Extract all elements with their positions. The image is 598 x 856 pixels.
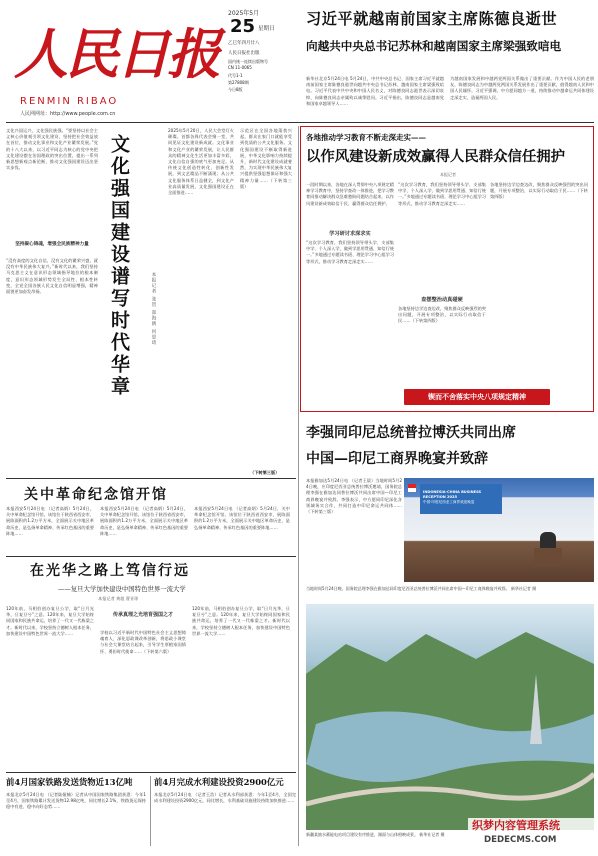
- photo-screen-text: INDONESIA-CHINA BUSINESS RECEPTION 2025: [423, 490, 482, 499]
- fudan-body-2: 学校以习近平新时代中国特色社会主义思想铸魂育人，深化思政课改革创新，将思政小课堂与社会大课堂结合起来，引导学生厚植家国情怀、勇担时代使命……（下转第六版）: [100, 630, 186, 654]
- fudan-byline: 本报记者 黄超 曹亚琼: [98, 596, 139, 601]
- masthead-rule: [6, 122, 594, 123]
- lead-headline-1: 习近平就越南前国家主席陈德良逝世: [306, 10, 557, 28]
- water-headline: 前4月完成水利建设投资2900亿元: [154, 777, 284, 787]
- weekday: 星期日: [258, 26, 275, 32]
- date-year-month: 2025年5月: [228, 10, 260, 17]
- reservoir-photo: [306, 604, 594, 830]
- study-subhead-2: 查摆整治动真碰硬: [421, 297, 463, 303]
- fudan-subheadline: ——复旦大学加快建设中国特色世界一流大学: [58, 585, 186, 593]
- memorial-body: 本报西安5月24日电 （记者高炳）5月24日，关中革命纪念馆开馆。该馆位于陕西省西安市，展陈面积约1.2万平方米，全面展示关中地区革命历史，是弘扬革命精神、传承红色基因的重要阵地……: [6, 506, 94, 536]
- podium-icon: [534, 548, 562, 566]
- water-body: 本报北京5月24日电 （记者王浩）记者从水利部获悉：今年1至4月，全国完成水利建设投资2900亿元，同比增长，水利基础设施建设持续加快推进……: [154, 792, 296, 804]
- lead-headline-2: 向越共中央总书记苏林和越南国家主席梁强致唁电: [306, 39, 562, 53]
- watermark-line-1: 织梦内容管理系统: [472, 819, 560, 832]
- indonesia-photo-screen: [420, 484, 502, 514]
- date-block: [226, 6, 292, 118]
- culture-body-right: 示范区在全国各地蓬勃兴起，群众在家门口就能享受到优质的公共文化服务。文化强国建设不断取得新进展，中华文化影响力持续提升，新时代文化建设成就斐然，为实现中华民族伟大复兴提供坚强思想保证和强大精神力量……（下转第三版）: [240, 128, 292, 189]
- fudan-headline: 在光华之路上笃信行远: [30, 563, 190, 579]
- indonesia-headline-1: 李强同印尼总统普拉博沃共同出席: [306, 425, 516, 441]
- railway-headline: 前4月国家铁路发送货物近13亿吨: [6, 777, 133, 787]
- indonesia-photo-caption: 当地时间5月24日晚，国务院总理李强在雅加达同印度尼西亚总统普拉博沃共同出席中国—印尼工商界晚宴并致辞。 新华社记者 摄: [306, 586, 537, 591]
- column-divider-main: [298, 126, 299, 846]
- indonesia-photo: [404, 478, 594, 582]
- section-rule-3: [6, 772, 296, 773]
- study-body: 一段时期以来，各地在深入贯彻中央八项规定精神学习教育中，坚持学查改一体推进，把学习教育同推动解决群众急难愁盼问题结合起来，以作风建设新成效取信于民、赢得群众信任拥护。: [306, 182, 394, 206]
- indonesia-headline-2: 中国—印尼工商界晚宴并致辞: [306, 451, 488, 467]
- fudan-body: 120年前，马相伯创办复旦公学，取“日月光华，旦复旦兮”之意。120年来，复旦大学始终同国家和民族共命运，培养了一代又一代栋梁之才。新时代以来，学校坚持立德树人根本任务，加快建设中国特色世界一流大学……: [6, 606, 94, 636]
- fudan-body-3: 120年前，马相伯创办复旦公学，取“日月光华，旦复旦兮”之意。120年来，复旦大学始终同国家和民族共命运，培养了一代又一代栋梁之才。新时代以来，学校坚持立德树人根本任务，加快建设中国特色世界一流大学……: [192, 606, 290, 636]
- reservoir-scene: [306, 604, 594, 830]
- section-rule: [6, 478, 296, 479]
- date-day: 25: [230, 16, 256, 37]
- photo-screen-text-cn: 中国·印度尼西亚工商界欢迎晚宴: [423, 500, 475, 504]
- column-divider: [150, 776, 151, 846]
- watermark: [468, 818, 596, 854]
- section-rule-2: [6, 556, 296, 557]
- lead-body-b: 为越南国家发展和中越两党两国关系做出了重要贡献。作为中国人民的老朋友，陈德良同志为中越两党两国关系发展作出了重要贡献，值得越南人民和中国人民缅怀。习近平强调，中方愿同越方一道，持续推动中越命运共同体建设走深走实，造福两国人民。: [450, 76, 594, 100]
- indonesia-flag-icon: [408, 484, 416, 492]
- newspaper-logo: 人民日报: [14, 22, 218, 86]
- culture-headline: 文化强国建设谱写时代华章: [108, 134, 130, 398]
- culture-body-left2: “没有高度的文化自信，没有文化的繁荣兴盛，就没有中华民族伟大复兴。”新时代以来，我们坚持马克思主义在意识形态领域指导地位的根本制度，意识形态领域形势发生全局性、根本性转变，全党全国各族人民文化自信明显增强，精神面貌更加奋发昂扬。: [6, 258, 98, 295]
- watermark-line-2: DEDECMS.COM: [484, 835, 557, 845]
- study-body-4: 各地坚持边学边查边改，聚焦群众反映强烈的突出问题，开展专项整治，以实际行动取信于民……（下转第四版）: [490, 182, 588, 200]
- issn-info: 国内统一连续出版物号 CN 11-0065: [228, 59, 268, 70]
- memorial-headline: 关中革命纪念馆开馆: [24, 487, 168, 503]
- daihao: 代号1-1: [228, 73, 243, 78]
- indonesia-body: 本报雅加达5月24日电 （记者王晨）当地时间5月24日晚，应印度尼西亚总统普拉博沃邀请，国务院总理李强在雅加达同普拉博沃共同出席中国—印尼工商界晚宴并致辞。李强表示，中方愿同印尼深化各领域务实合作，共同打造中印尼命运共同体……（下转第三版）: [306, 478, 402, 515]
- memorial-body-3: 本报西安5月24日电 （记者高炳）5月24日，关中革命纪念馆开馆。该馆位于陕西省西安市，展陈面积约1.2万平方米，全面展示关中地区革命历史，是弘扬革命精神、传承红色基因的重要阵地……: [194, 506, 290, 530]
- study-kicker: 各地推动学习教育不断走深走实——: [306, 133, 426, 142]
- culture-body-mid: 2025年5月20日，人民大会堂灯火璀璨。首都各界代表会聚一堂，共同见证文化建设新成就。文化事业和文化产业的繁荣发展，让人民群众的精神文化生活更加丰富多彩，文化自信自强的底气更加充足。从传统文化创造性转化、创新性发展，到文艺精品不断涌现；从公共文化服务体系日益健全，到文化产业高质量发展，文化强国建设正在全面推进……: [168, 128, 234, 196]
- issue-number: 第27808期: [228, 80, 249, 85]
- study-body-2: “这次学习教育，我们坚持领导带头学、支部集中学、个人深入学，做到学思用贯通、知信行统一。”多地通过专题读书班、理论学习中心组学习等形式，推动学习教育走深走实……: [306, 240, 394, 264]
- study-banner: [404, 389, 550, 405]
- study-headline: 以作风建设新成效赢得人民群众信任拥护: [306, 148, 566, 165]
- culture-continued: （下转第三版）: [250, 470, 280, 475]
- study-byline: 本报记者: [440, 172, 456, 177]
- railway-body: 本报北京5月24日电 （记者陆娅楠）记者从中国国家铁路集团获悉：今年1至4月，国家铁路累计发送货物12.98亿吨，同比增长2.1%，铁路货运保持稳中有进、稳中向好态势……: [6, 792, 146, 810]
- lunar-date: 乙巳年四月廿八: [228, 41, 260, 46]
- publisher: 人民日报社出版: [228, 51, 260, 56]
- fudan-subhead-1: 传承真理之光培育强国之才: [112, 612, 173, 618]
- website-url: 人民网网址：http://www.people.com.cn: [20, 111, 116, 117]
- culture-body-left: 文化兴国运兴，文化强民族强。“要坚持以社会主义核心价值观引领文化建设，坚持把社会效益放在首位，推动文化事业和文化产业繁荣发展。”党的十八大以来，以习近平同志为核心的党中央把文化建设摆在治国理政的突出位置，提出一系列新思想新观点新论断，推动文化强国建设迈出坚实步伐。: [6, 128, 98, 171]
- study-body-3: 各地坚持边学边查边改，聚焦群众反映强烈的突出问题，开展专项整治，以实际行动取信于民……（下转第四版）: [398, 306, 486, 324]
- memorial-body-2: 本报西安5月24日电 （记者高炳）5月24日，关中革命纪念馆开馆。该馆位于陕西省西安市，展陈面积约1.2万平方米，全面展示关中地区革命历史，是弘扬革命精神、传承红色基因的重要阵地……: [100, 506, 188, 536]
- logo-pinyin: RENMIN RIBAO: [20, 96, 119, 107]
- page-count: 今日8版: [228, 87, 243, 92]
- study-body-3-col: “这次学习教育，我们坚持领导带头学、支部集中学、个人深入学，做到学思用贯通、知信行统一。”多地通过专题读书班、理论学习中心组学习等形式，推动学习教育走深走实……: [398, 182, 486, 206]
- culture-subhead-1: 坚持凝心铸魂，增强全民族精神力量: [15, 242, 89, 247]
- study-banner-text: 锲而不舍落实中央八项规定精神: [428, 393, 526, 401]
- study-subhead-1: 学习研讨求深求实: [329, 231, 371, 237]
- lead-body-a: 新华社北京5月24日电 5月24日，中共中央总书记、国家主席习近平就越南前国家主席陈德良逝世向越共中央总书记苏林、越南国家主席梁强致唁电。习近平代表中共中央和中国人民名义，对陈德良同志逝世表示深切哀悼，向陈德良同志亲属致以诚挚慰问。习近平指出，陈德良同志是越南党和国家卓越领导人……: [306, 76, 444, 106]
- culture-byline: 本报记者 张贺 郑海鸥 何思琦: [151, 272, 156, 346]
- reservoir-caption: 新疆某抽水蓄能电站项目建设有序推进，湖面与山体相映成景。 新华社记者 摄: [306, 832, 445, 837]
